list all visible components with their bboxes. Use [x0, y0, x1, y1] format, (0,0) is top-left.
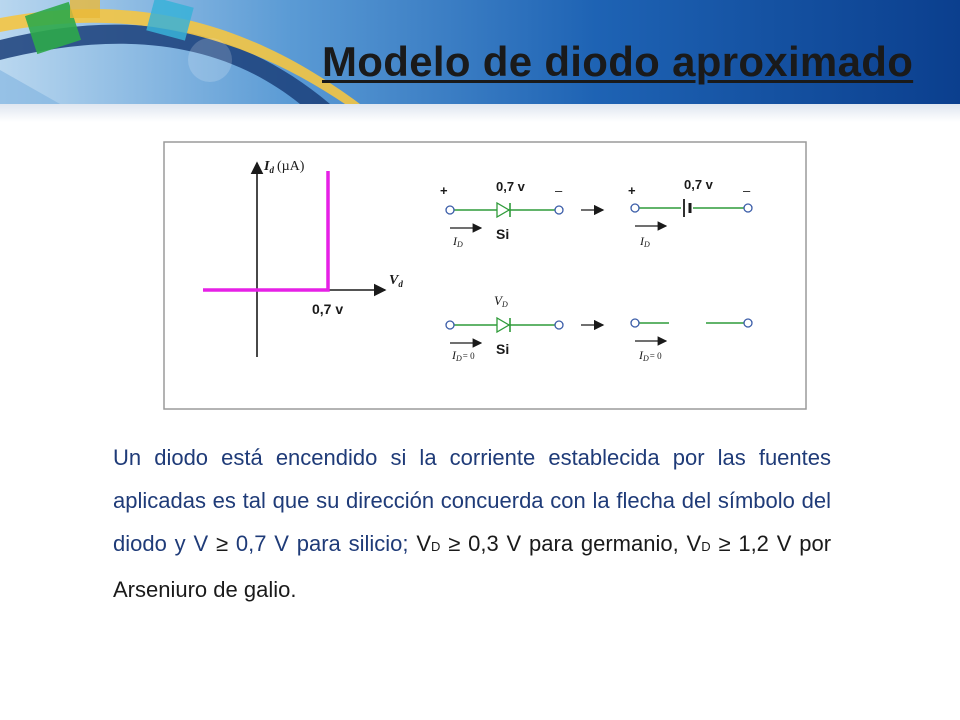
greater-equal-symbol: ≥ [718, 531, 731, 556]
slide-header [0, 0, 960, 104]
battery-voltage-label: 0,7 v [684, 177, 713, 192]
polarity-plus: + [628, 183, 636, 198]
terminal-node [744, 319, 752, 327]
current-label: ID= 0 [639, 348, 662, 363]
current-label: ID= 0 [452, 348, 475, 363]
material-label: Si [496, 226, 510, 242]
polarity-minus: – [555, 183, 563, 198]
current-label: ID [640, 234, 650, 249]
greater-equal-symbol: ≥ [215, 531, 229, 556]
body-text-part2: 0,7 V para silicio; [228, 531, 417, 556]
body-text-part1: Un diodo está encendido si la corriente establecida por las fuentes aplicadas es tal que su dirección concuerda con la flecha del símbolo del diodo y V [113, 445, 831, 556]
polarity-plus: + [440, 183, 448, 198]
graph-x-label: $V_d$ [389, 273, 403, 289]
terminal-node [744, 204, 752, 212]
diode-voltage-label: 0,7 v [496, 179, 525, 194]
body-text-part3: 0,3 V para germanio, [460, 531, 687, 556]
terminal-node [555, 206, 563, 214]
diode-model-figure [163, 141, 807, 410]
vd-symbol-gaas: VD [686, 531, 711, 556]
graph-knee-label: 0,7 v [312, 301, 344, 317]
vd-symbol-germanium: VD [416, 531, 441, 556]
current-label: ID [453, 234, 463, 249]
header-shadow-band [0, 104, 960, 122]
diode-voltage-label: VD [494, 293, 508, 309]
terminal-node [555, 321, 563, 329]
graph-y-label: $I_d$ (µA) [264, 159, 305, 175]
polarity-minus: – [743, 183, 751, 198]
terminal-node [631, 319, 639, 327]
terminal-node [446, 206, 454, 214]
body-paragraph [113, 436, 831, 611]
greater-equal-symbol: ≥ [448, 531, 461, 556]
terminal-node [446, 321, 454, 329]
body-text-part4: 1,2 V por Arseniuro de galio. [113, 531, 832, 602]
slide-title: Modelo de diodo aproximado [322, 38, 914, 85]
material-label: Si [496, 341, 510, 357]
terminal-node [631, 204, 639, 212]
